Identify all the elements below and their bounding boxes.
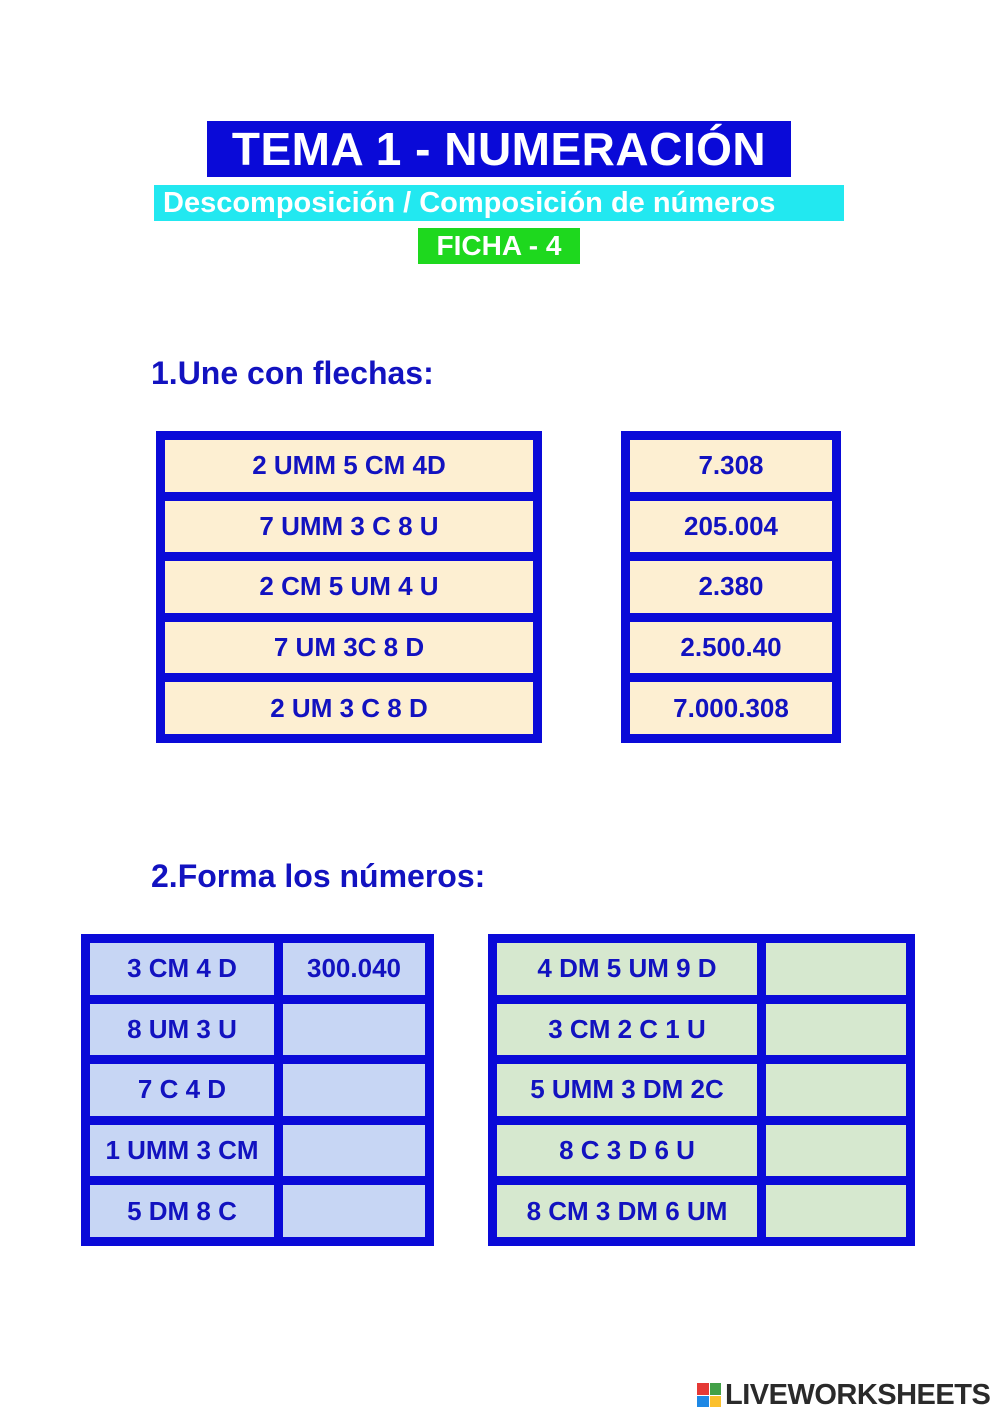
prompt-cell: 3 CM 4 D <box>90 943 274 995</box>
logo-square <box>697 1396 709 1408</box>
logo-text: LIVEWORKSHEETS <box>725 1378 991 1411</box>
prompt-cell: 3 CM 2 C 1 U <box>497 1004 757 1056</box>
match-left-item[interactable]: 2 CM 5 UM 4 U <box>165 561 533 613</box>
answer-field[interactable] <box>766 1064 906 1116</box>
match-right-item[interactable]: 2.500.40 <box>630 622 832 674</box>
exercise-1-heading: 1.Une con flechas: <box>151 355 434 391</box>
answer-field[interactable] <box>283 1004 425 1056</box>
exercise-1-left-column <box>156 431 542 743</box>
match-right-item[interactable]: 205.004 <box>630 501 832 553</box>
answer-field[interactable] <box>283 1125 425 1177</box>
worksheet-number-badge: FICHA - 4 <box>418 228 580 264</box>
page-title: TEMA 1 - NUMERACIÓN <box>207 121 791 177</box>
prompt-cell: 4 DM 5 UM 9 D <box>497 943 757 995</box>
answer-field[interactable] <box>766 1125 906 1177</box>
answer-field[interactable]: 300.040 <box>283 943 425 995</box>
exercise-1-right-column <box>621 431 841 743</box>
exercise-2-table-2 <box>488 934 915 1246</box>
prompt-cell: 7 C 4 D <box>90 1064 274 1116</box>
liveworksheets-logo-icon <box>697 1383 721 1407</box>
exercise-2-table-1 <box>81 934 434 1246</box>
prompt-cell: 8 C 3 D 6 U <box>497 1125 757 1177</box>
exercise-2-heading: 2.Forma los números: <box>151 858 486 894</box>
page-subtitle: Descomposición / Composición de números <box>154 185 844 221</box>
prompt-cell: 8 CM 3 DM 6 UM <box>497 1185 757 1237</box>
match-left-item[interactable]: 7 UMM 3 C 8 U <box>165 501 533 553</box>
answer-field[interactable] <box>283 1064 425 1116</box>
logo-square <box>710 1383 722 1395</box>
answer-field[interactable] <box>766 1185 906 1237</box>
logo-square <box>697 1383 709 1395</box>
prompt-cell: 5 DM 8 C <box>90 1185 274 1237</box>
prompt-cell: 8 UM 3 U <box>90 1004 274 1056</box>
answer-field[interactable] <box>766 1004 906 1056</box>
prompt-cell: 1 UMM 3 CM <box>90 1125 274 1177</box>
match-left-item[interactable]: 2 UM 3 C 8 D <box>165 682 533 734</box>
logo-square <box>710 1396 722 1408</box>
match-right-item[interactable]: 7.000.308 <box>630 682 832 734</box>
match-right-item[interactable]: 2.380 <box>630 561 832 613</box>
answer-field[interactable] <box>283 1185 425 1237</box>
match-right-item[interactable]: 7.308 <box>630 440 832 492</box>
prompt-cell: 5 UMM 3 DM 2C <box>497 1064 757 1116</box>
match-left-item[interactable]: 7 UM 3C 8 D <box>165 622 533 674</box>
answer-field[interactable] <box>766 943 906 995</box>
match-left-item[interactable]: 2 UMM 5 CM 4D <box>165 440 533 492</box>
liveworksheets-logo <box>697 1380 990 1410</box>
